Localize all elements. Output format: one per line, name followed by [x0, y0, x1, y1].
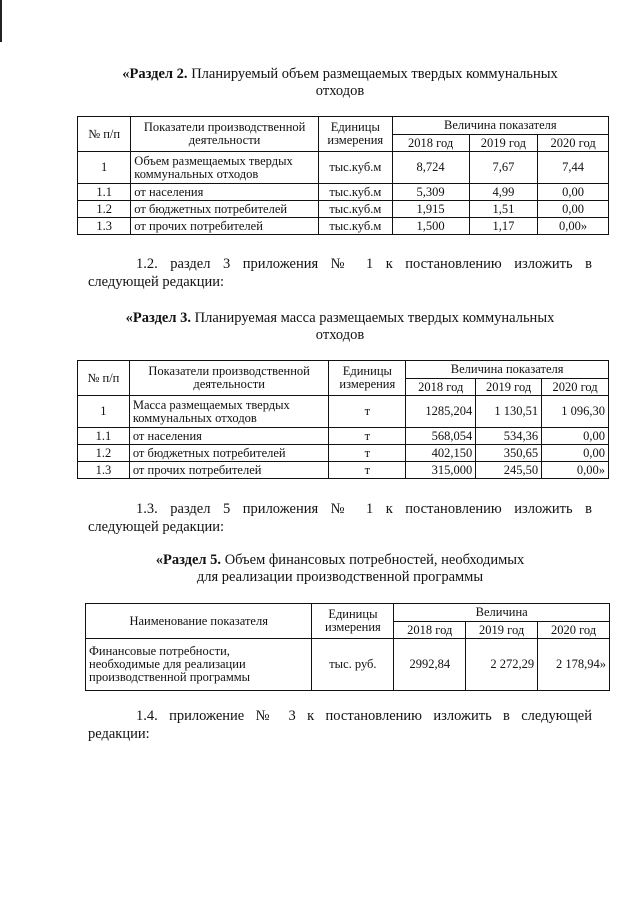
section-2-title-bold: «Раздел 2.: [122, 66, 188, 82]
header-indicator: Наименование показателя: [86, 604, 312, 639]
table-row: [78, 218, 609, 235]
cell-2019: 245,50: [476, 462, 542, 479]
cell-2020: 0,00»: [538, 218, 609, 235]
header-value: Величина показателя: [392, 117, 608, 135]
cell-unit: т: [329, 445, 406, 462]
header-2020: 2020 год: [538, 135, 609, 152]
cell-name-line1: Финансовые потребности,: [89, 644, 230, 658]
cell-unit: тыс. руб.: [312, 639, 394, 691]
header-value: Величина: [394, 604, 610, 622]
cell-num: 1: [78, 152, 131, 184]
header-value: Величина показателя: [406, 361, 609, 379]
header-unit-line2: измерения: [324, 620, 381, 634]
cell-2018: 315,000: [406, 462, 476, 479]
page-edge-mark: [0, 0, 2, 42]
cell-name: от бюджетных потребителей: [131, 201, 319, 218]
cell-name: от населения: [129, 428, 329, 445]
cell-name-line1: Масса размещаемых твердых: [132, 397, 290, 412]
paragraph-1-3: [88, 500, 592, 518]
cell-num: 1: [78, 396, 130, 428]
header-2019: 2019 год: [469, 135, 538, 152]
table-row: [78, 201, 609, 218]
cell-2018: 568,054: [406, 428, 476, 445]
section-2-table: [77, 116, 609, 235]
cell-unit: т: [329, 462, 406, 479]
cell-2020: 0,00: [542, 428, 609, 445]
header-2018: 2018 год: [406, 379, 476, 396]
header-indicator: [131, 117, 319, 152]
cell-num: 1.3: [78, 462, 130, 479]
header-unit-line1: Единицы: [328, 607, 378, 621]
section-3-title-line2: отходов: [315, 327, 365, 343]
cell-2019: 350,65: [476, 445, 542, 462]
cell-2019: 1,51: [469, 201, 538, 218]
cell-num: 1.3: [78, 218, 131, 235]
paragraph-1-2-line2: следующей редакции:: [88, 274, 225, 290]
cell-num: 1.2: [78, 445, 130, 462]
paragraph-1-3-continued: [88, 518, 592, 536]
header-indicator-line1: Показатели производственной: [148, 364, 310, 378]
cell-num: 1.2: [78, 201, 131, 218]
section-5-title-bold: «Раздел 5.: [155, 552, 222, 568]
section-3-title: [80, 310, 600, 344]
cell-name-line2: необходимые для реализации: [89, 657, 246, 671]
header-num: № п/п: [78, 117, 131, 152]
header-indicator-line2: деятельности: [188, 133, 261, 147]
header-indicator-line2: деятельности: [193, 377, 265, 391]
cell-2018: 1,915: [392, 201, 469, 218]
paragraph-1-2: [88, 255, 592, 273]
section-5-title-rest: Объем финансовых потребностей, необходимых: [221, 552, 525, 568]
cell-unit: т: [329, 396, 406, 428]
paragraph-1-4-continued: [88, 725, 592, 743]
header-indicator-line1: Показатели производственной: [143, 120, 306, 134]
cell-2019: 1 130,51: [476, 396, 542, 428]
header-num: № п/п: [78, 361, 130, 396]
header-unit-line1: Единицы: [342, 364, 392, 378]
cell-2019: 534,36: [476, 428, 542, 445]
cell-unit: т: [329, 428, 406, 445]
cell-2018: 8,724: [392, 152, 469, 184]
paragraph-1-2-continued: [88, 273, 592, 291]
cell-name: [129, 396, 329, 428]
cell-2018: 2992,84: [394, 639, 466, 691]
section-5-title: [80, 552, 600, 586]
cell-name: от прочих потребителей: [129, 462, 329, 479]
header-unit: [329, 361, 406, 396]
cell-name: от прочих потребителей: [131, 218, 319, 235]
cell-name-line3: производственной программы: [89, 670, 251, 684]
section-2-title: [80, 66, 600, 100]
cell-2018: 1285,204: [406, 396, 476, 428]
cell-num: 1.1: [78, 428, 130, 445]
cell-2019: 4,99: [469, 184, 538, 201]
table-row: [78, 396, 609, 428]
cell-2020: 1 096,30: [542, 396, 609, 428]
section-3-table: [77, 360, 609, 479]
header-2020: 2020 год: [538, 622, 610, 639]
cell-2019: 2 272,29: [466, 639, 538, 691]
cell-unit: тыс.куб.м: [318, 201, 392, 218]
header-indicator: [129, 361, 329, 396]
header-unit-line1: Единицы: [330, 120, 380, 134]
cell-2020: 0,00: [538, 201, 609, 218]
header-2018: 2018 год: [392, 135, 469, 152]
section-2-title-rest: Планируемый объем размещаемых твердых коммунальных: [187, 66, 558, 82]
cell-2020: 0,00: [542, 445, 609, 462]
table-row: [86, 639, 610, 691]
cell-2020: 7,44: [538, 152, 609, 184]
paragraph-1-3-line1: 1.3. раздел 5 приложения № 1 к постановлению изложить в: [136, 501, 592, 517]
section-2-title-line2: отходов: [315, 83, 365, 99]
header-2020: 2020 год: [542, 379, 609, 396]
cell-name: от бюджетных потребителей: [129, 445, 329, 462]
header-unit-line2: измерения: [339, 377, 396, 391]
cell-unit: тыс.куб.м: [318, 218, 392, 235]
cell-name-line2: коммунальных отходов: [132, 410, 257, 425]
paragraph-1-4: [88, 707, 592, 725]
cell-2020: 0,00: [538, 184, 609, 201]
paragraph-1-4-line1: 1.4. приложение № 3 к постановлению изложить в следующей: [136, 708, 592, 724]
cell-2019: 7,67: [469, 152, 538, 184]
paragraph-1-2-line1: 1.2. раздел 3 приложения № 1 к постановлению изложить в: [136, 256, 592, 272]
cell-name: [86, 639, 312, 691]
cell-2020: 2 178,94»: [538, 639, 610, 691]
header-2018: 2018 год: [394, 622, 466, 639]
cell-2020: 0,00»: [542, 462, 609, 479]
table-row: [78, 428, 609, 445]
cell-2018: 402,150: [406, 445, 476, 462]
header-2019: 2019 год: [466, 622, 538, 639]
section-5-table: [85, 603, 610, 691]
section-5-title-line2: для реализации производственной программы: [196, 569, 484, 585]
cell-2019: 1,17: [469, 218, 538, 235]
table-row: [78, 462, 609, 479]
cell-name: от населения: [131, 184, 319, 201]
table-row: [78, 184, 609, 201]
table-row: [78, 152, 609, 184]
cell-name-line1: Объем размещаемых твердых: [134, 153, 293, 168]
section-3-title-rest: Планируемая масса размещаемых твердых коммунальных: [191, 310, 555, 326]
cell-num: 1.1: [78, 184, 131, 201]
header-unit-line2: измерения: [327, 133, 384, 147]
paragraph-1-3-line2: следующей редакции:: [88, 519, 225, 535]
cell-unit: тыс.куб.м: [318, 184, 392, 201]
cell-unit: тыс.куб.м: [318, 152, 392, 184]
cell-2018: 1,500: [392, 218, 469, 235]
header-2019: 2019 год: [476, 379, 542, 396]
paragraph-1-4-line2: редакции:: [88, 726, 150, 742]
header-unit: [312, 604, 394, 639]
header-unit: [318, 117, 392, 152]
section-3-title-bold: «Раздел 3.: [125, 310, 191, 326]
cell-2018: 5,309: [392, 184, 469, 201]
cell-name-line2: коммунальных отходов: [134, 166, 259, 181]
table-row: [78, 445, 609, 462]
cell-name: [131, 152, 319, 184]
